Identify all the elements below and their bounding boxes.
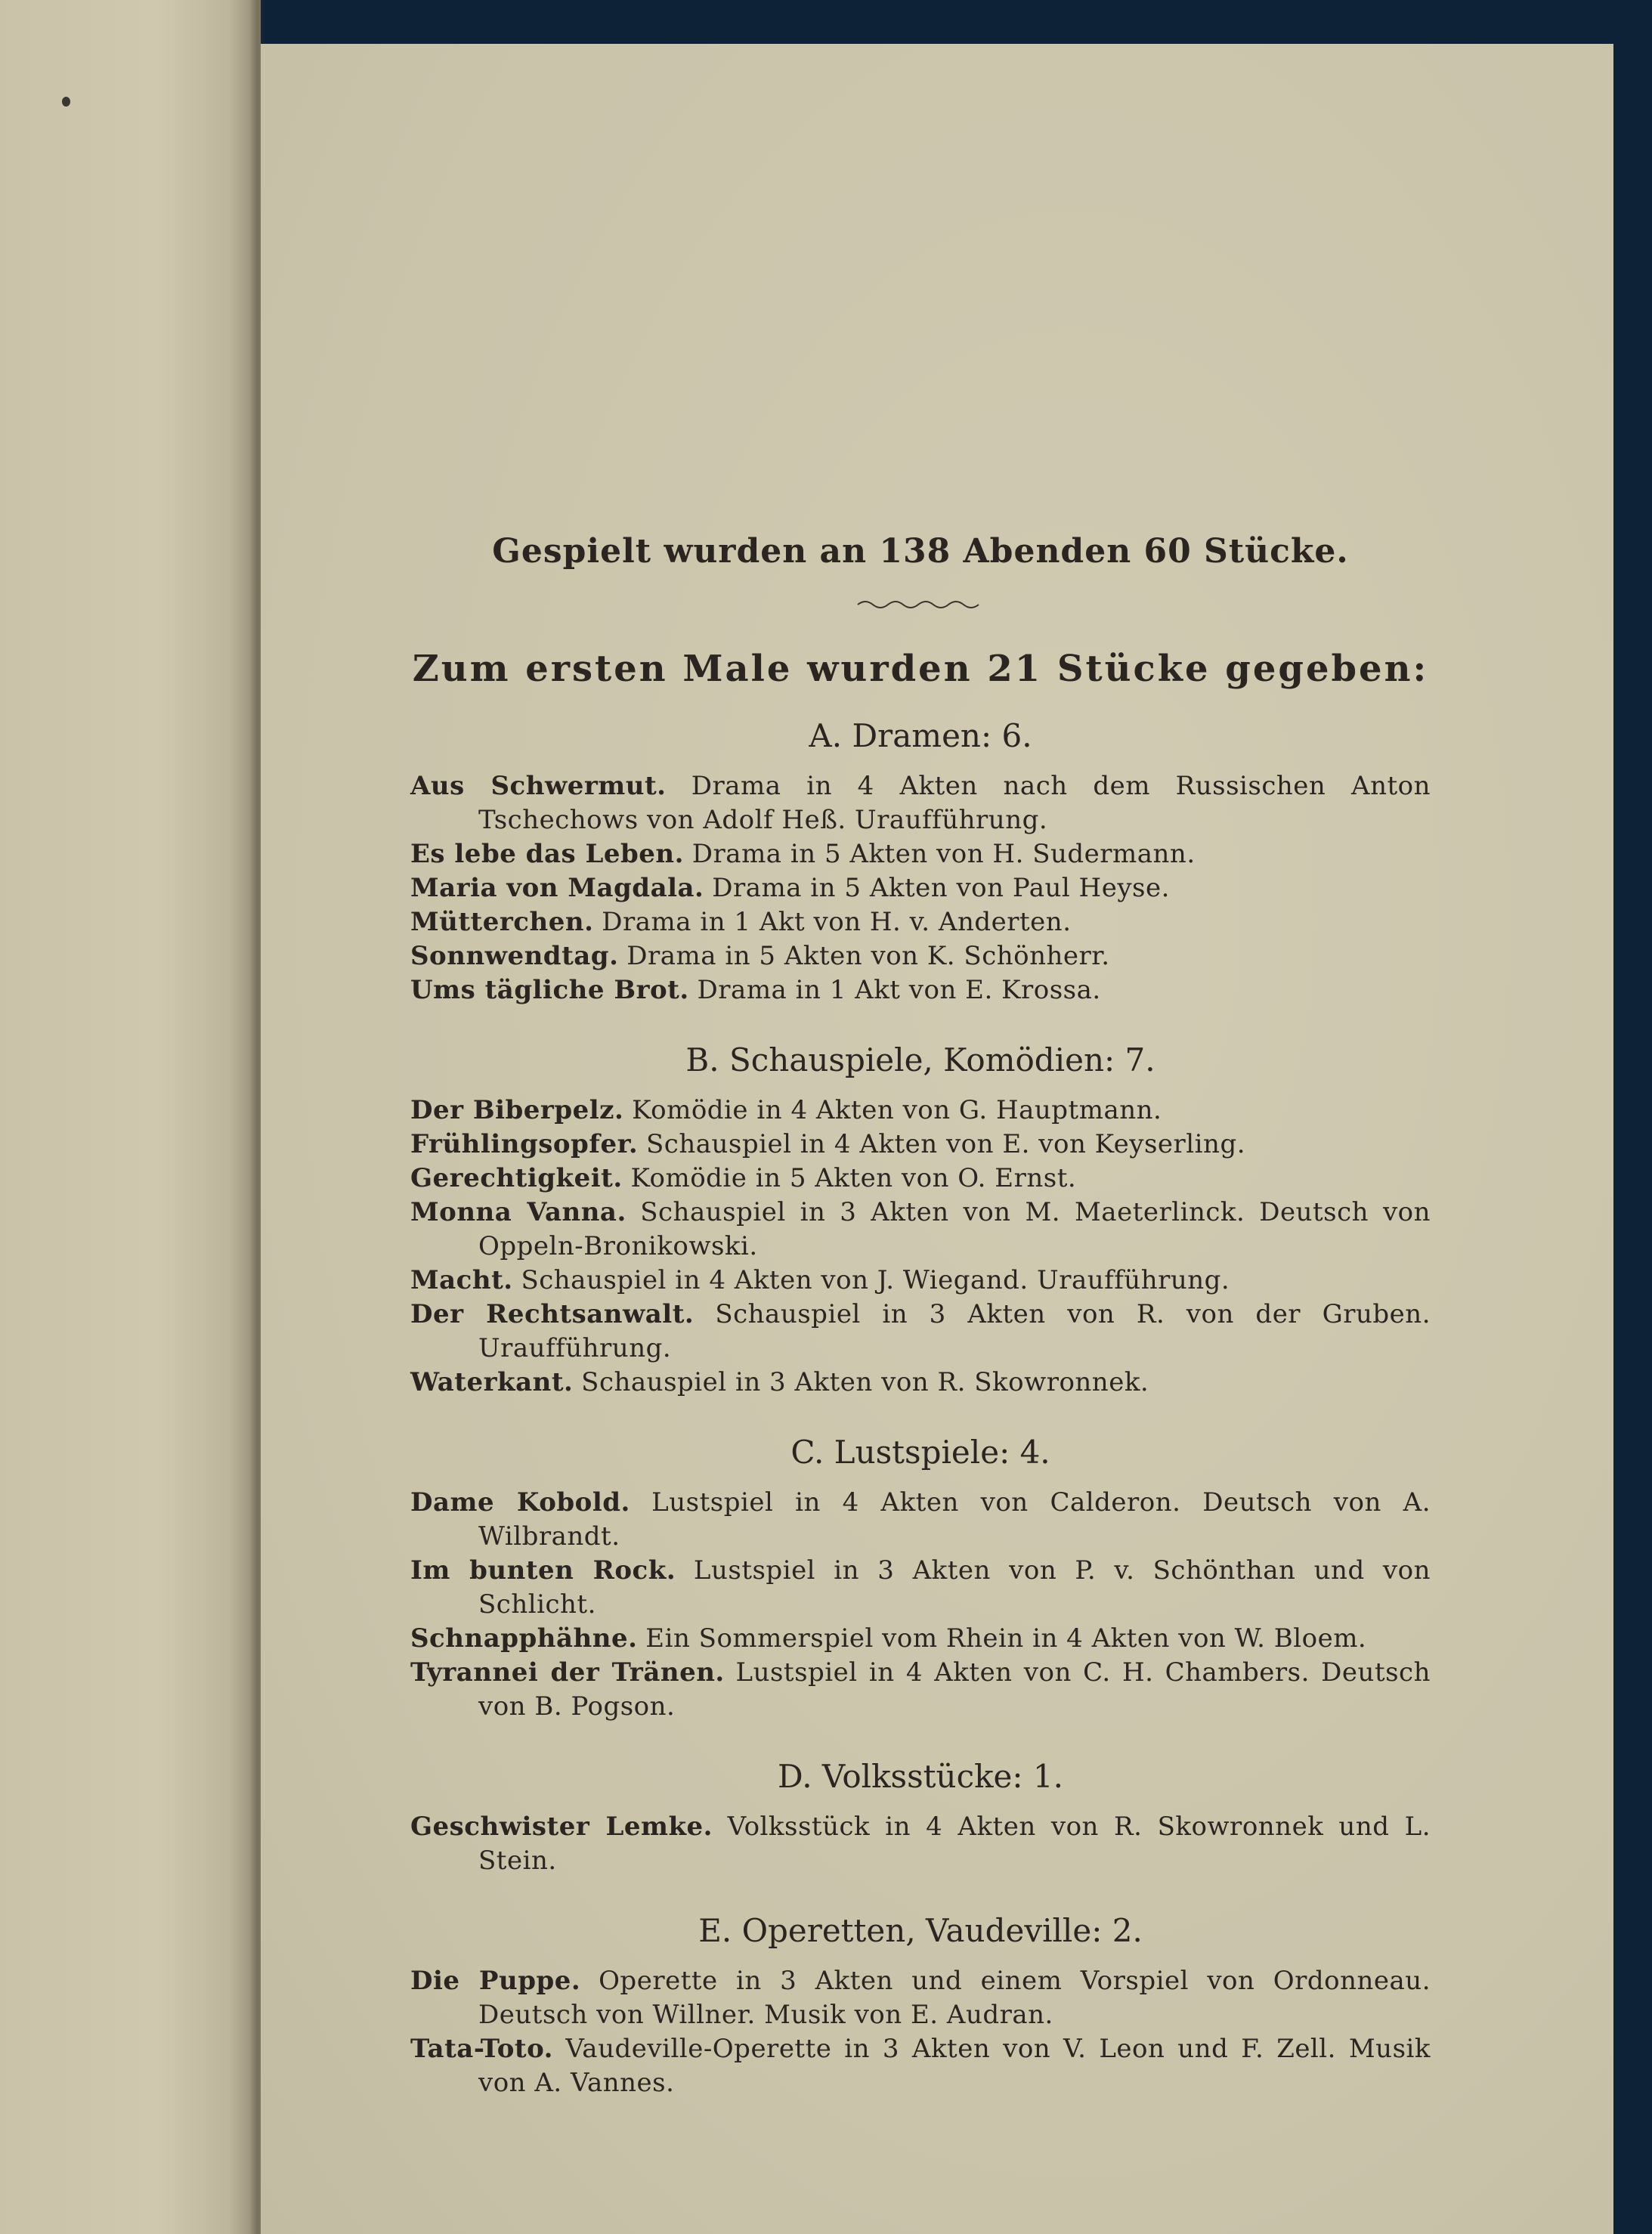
ink-dot (62, 97, 70, 107)
list-item (410, 1964, 1431, 2032)
list-item (410, 1486, 1431, 1554)
list-item (410, 2032, 1431, 2100)
play-title: Der Rechtsanwalt. (410, 1299, 695, 1329)
play-description: Komödie in 4 Akten von G. Hauptmann. (632, 1095, 1162, 1125)
play-title: Geschwister Lemke. (410, 1812, 713, 1842)
summary-line: Gespielt wurden an 138 Abenden 60 Stücke. (492, 532, 1349, 571)
list-item (410, 905, 1431, 939)
list-dramen (410, 769, 1431, 1007)
list-item (410, 1656, 1431, 1724)
play-title: Tyrannei der Tränen. (410, 1657, 725, 1688)
play-title: Monna Vanna. (410, 1197, 626, 1227)
list-item (410, 1298, 1431, 1366)
play-description: Drama in 1 Akt von E. Krossa. (697, 975, 1101, 1005)
play-title: Tata-Toto. (410, 2034, 553, 2064)
list-item (410, 1264, 1431, 1298)
section-title-schauspiele: B. Schauspiele, Komödien: 7. (685, 1041, 1155, 1078)
list-lustspiele (410, 1486, 1431, 1724)
list-item (410, 1810, 1431, 1878)
play-description: Komödie in 5 Akten von O. Ernst. (630, 1163, 1077, 1193)
list-item (410, 837, 1431, 871)
list-operetten (410, 1964, 1431, 2100)
play-title: Im bunten Rock. (410, 1555, 676, 1586)
list-schauspiele (410, 1094, 1431, 1400)
play-title: Frühlingsopfer. (410, 1129, 639, 1159)
section-title-lustspiele: C. Lustspiele: 4. (790, 1434, 1050, 1471)
play-title: Es lebe das Leben. (410, 839, 684, 869)
play-description: Schauspiel in 3 Akten von R. Skowronnek. (581, 1367, 1149, 1397)
play-title: Der Biberpelz. (410, 1095, 624, 1125)
play-title: Sonnwendtag. (410, 941, 619, 971)
list-item (410, 1094, 1431, 1128)
section-heading: Zum ersten Male wurden 21 Stücke gegeben: (412, 648, 1429, 690)
play-description: Drama in 1 Akt von H. v. Anderten. (602, 907, 1072, 937)
left-page-edge (0, 0, 261, 2234)
page-content (410, 529, 1431, 2129)
play-description: Lustspiel in 4 Akten von C. H. Chambers. Deutsch von B. Pogson. (478, 1657, 1431, 1722)
play-description: Operette in 3 Akten und einem Vorspiel von Ordonneau. Deutsch von Willner. Musik von E. Audran. (478, 1966, 1431, 2030)
list-item (410, 1554, 1431, 1622)
section-title-operetten: E. Operetten, Vaudeville: 2. (698, 1912, 1143, 1949)
list-item (410, 1196, 1431, 1264)
play-description: Lustspiel in 4 Akten von Calderon. Deutsch von A. Wilbrandt. (478, 1487, 1431, 1552)
play-description: Schauspiel in 4 Akten von E. von Keyserling. (646, 1129, 1246, 1159)
play-title: Die Puppe. (410, 1966, 581, 1996)
play-description: Drama in 5 Akten von Paul Heyse. (712, 873, 1170, 903)
list-item (410, 1128, 1431, 1162)
play-description: Drama in 5 Akten von K. Schönherr. (626, 941, 1110, 971)
list-item (410, 939, 1431, 973)
play-description: Drama in 4 Akten nach dem Russischen Anton Tschechows von Adolf Heß. Uraufführung. (478, 771, 1431, 835)
list-item (410, 1366, 1431, 1400)
play-description: Ein Sommerspiel vom Rhein in 4 Akten von W. Bloem. (645, 1623, 1367, 1654)
play-description: Drama in 5 Akten von H. Sudermann. (691, 839, 1196, 869)
section-title-dramen: A. Dramen: 6. (809, 717, 1032, 754)
play-description: Lustspiel in 3 Akten von P. v. Schönthan und von Schlicht. (478, 1555, 1431, 1620)
decorative-swash-icon (856, 597, 985, 612)
play-description: Vaudeville-Operette in 3 Akten von V. Leon und F. Zell. Musik von A. Vannes. (478, 2034, 1431, 2098)
list-item (410, 973, 1431, 1007)
play-description: Schauspiel in 3 Akten von R. von der Gruben. Uraufführung. (478, 1299, 1431, 1363)
play-title: Gerechtigkeit. (410, 1163, 623, 1193)
list-item (410, 769, 1431, 837)
play-title: Waterkant. (410, 1367, 574, 1397)
section-title-volksstuecke: D. Volksstücke: 1. (778, 1758, 1063, 1795)
play-title: Maria von Magdala. (410, 873, 704, 903)
list-volksstuecke (410, 1810, 1431, 1878)
play-description: Schauspiel in 4 Akten von J. Wiegand. Uraufführung. (521, 1265, 1230, 1295)
play-title: Aus Schwermut. (410, 771, 667, 801)
play-title: Mütterchen. (410, 907, 594, 937)
play-title: Ums tägliche Brot. (410, 975, 689, 1005)
play-description: Volksstück in 4 Akten von R. Skowronnek und L. Stein. (478, 1812, 1431, 1876)
play-description: Schauspiel in 3 Akten von M. Maeterlinck. Deutsch von Oppeln-Bronikowski. (478, 1197, 1431, 1261)
list-item (410, 1162, 1431, 1196)
list-item (410, 871, 1431, 905)
play-title: Macht. (410, 1265, 513, 1295)
play-title: Schnapphähne. (410, 1623, 638, 1654)
list-item (410, 1622, 1431, 1656)
play-title: Dame Kobold. (410, 1487, 630, 1518)
